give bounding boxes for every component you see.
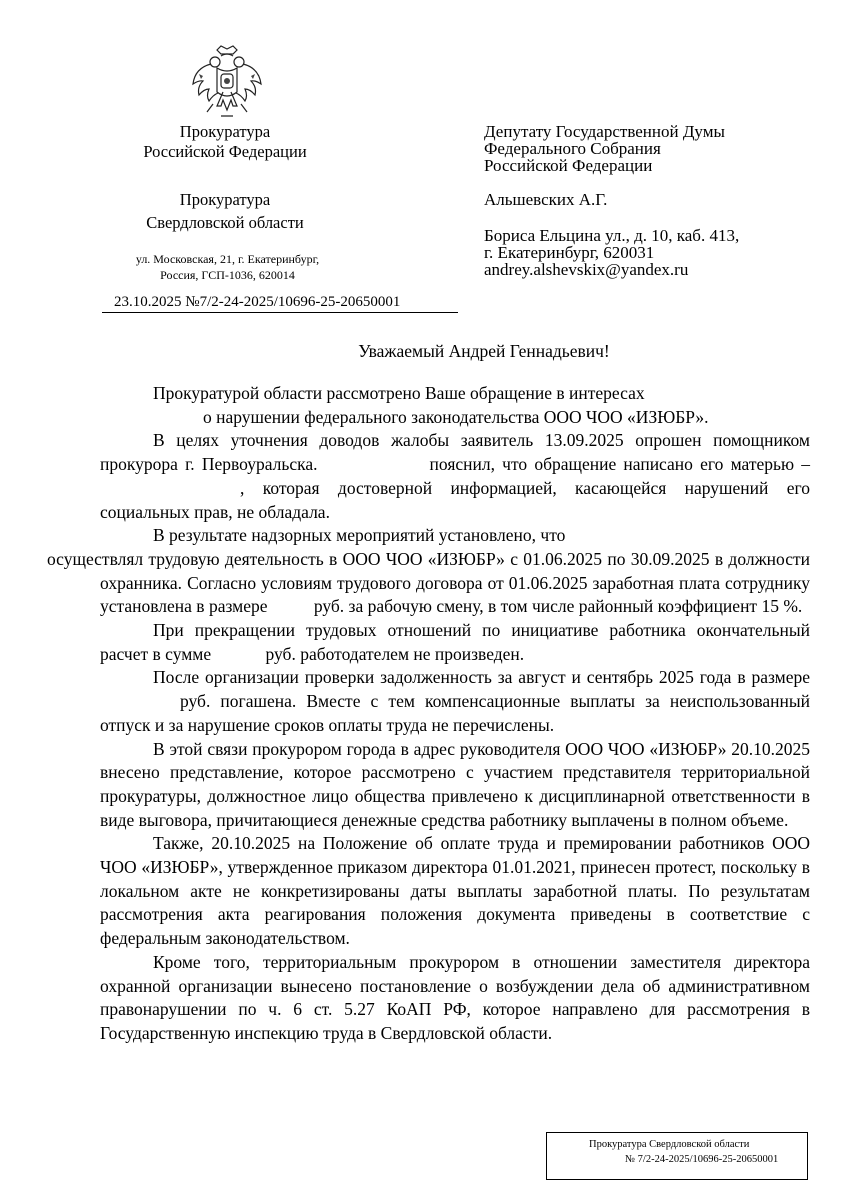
- recipient-address-line1: Бориса Ельцина ул., д. 10, каб. 413,: [484, 226, 740, 245]
- body-paragraph: В целях уточнения доводов жалобы заявитель 13.09.2025 опрошен помощником прокурора г. Первоуральска. пояснил, что обращение написано его матерью – , которая достоверной информацией, касающейся нарушений его социальных прав, не обладала.: [100, 430, 811, 522]
- recipient-name: Альшевских А.Г.: [484, 190, 608, 209]
- stamp-number-row: [547, 1152, 807, 1167]
- body-paragraph: Также, 20.10.2025 на Положение об оплате труда и премировании работников ООО ЧОО «ИЗЮБР», утвержденное приказом директора 01.01.2021, принесен протест, поскольку в локальном акте не конкретизированы даты выплаты заработной платы. По результатам рассмотрения акта реагирования положения документа приведены в соответствие с федеральным законодательством.: [100, 833, 810, 949]
- recipient-line2: Федерального Собрания: [484, 139, 661, 158]
- stamp-line1: Прокуратура Свердловской области: [589, 1139, 750, 1150]
- sender-org-line1: Прокуратура: [179, 122, 271, 141]
- body-paragraph: Прокуратурой области рассмотрено Ваше обращение в интересах о нарушении федерального законодательства ООО ЧОО «ИЗЮБР».: [153, 383, 709, 427]
- body-paragraph: Кроме того, территориальным прокурором в отношении заместителя директора охранной организации вынесено постановление о возбуждении дела об административном правонарушении по ч. 6 ст. 5.27 КоАП РФ, которое направлено для рассмотрения в Государственную инспекцию труда в Свердловской области.: [100, 951, 810, 1043]
- recipient-line1: Депутату Государственной Думы: [484, 122, 725, 141]
- body-paragraph: В результате надзорных мероприятий установлено, что осуществлял трудовую деятельность в ООО ЧОО «ИЗЮБР» с 01.06.2025 по 30.09.2025 в должности охранника. Согласно условиям трудового договора от 01.06.2025 заработная плата сотруднику установлена в размере руб. за рабочую смену, в том числе районный коэффициент 15 %.: [47, 525, 810, 617]
- sender-address: [100, 251, 355, 283]
- stamp-number-sign: №: [625, 1154, 636, 1165]
- registration-number-sign: №: [185, 294, 200, 310]
- salutation: Уважаемый Андрей Геннадьевич!: [358, 341, 610, 361]
- registration-number: 7/2-24-2025/10696-25-20650001: [199, 294, 401, 310]
- sender-suborg-line2: Свердловской области: [146, 213, 304, 232]
- registration-line: [102, 292, 458, 313]
- sender-suborg: [100, 188, 350, 234]
- body-paragraph: После организации проверки задолженность за август и сентябрь 2025 года в размере руб. погашена. Вместе с тем компенсационные выплаты за неиспользованный отпуск и за нарушение сроков оплаты труда не перечислены.: [100, 667, 810, 735]
- sender-org: [100, 122, 350, 162]
- double-headed-eagle-emblem-icon: [191, 44, 263, 124]
- recipient-email: andrey.alshevskix@yandex.ru: [484, 260, 689, 279]
- letter-body: [47, 382, 811, 1046]
- body-paragraph: При прекращении трудовых отношений по инициативе работника окончательный расчет в сумме руб. работодателем не произведен.: [100, 620, 810, 664]
- body-paragraph: В этой связи прокурором города в адрес руководителя ООО ЧОО «ИЗЮБР» 20.10.2025 внесено представление, которое рассмотрено с участием представителя территориальной прокуратуры, должностное лицо общества привлечено к дисциплинарной ответственности в виде выговора, причитающиеся денежные средства работнику выплачены в полном объеме.: [100, 738, 810, 830]
- sender-address-line2: Россия, ГСП-1036, 620014: [160, 268, 295, 282]
- recipient-line3: Российской Федерации: [484, 156, 653, 175]
- registration-stamp: [546, 1132, 808, 1180]
- stamp-number: 7/2-24-2025/10696-25-20650001: [637, 1154, 779, 1165]
- registration-date: 23.10.2025: [114, 294, 182, 310]
- recipient-address: [484, 227, 824, 278]
- sender-org-line2: Российской Федерации: [143, 142, 307, 161]
- sender-address-line1: ул. Московская, 21, г. Екатеринбург,: [135, 252, 320, 266]
- sender-suborg-line1: Прокуратура: [179, 190, 271, 209]
- recipient-block: [484, 123, 824, 174]
- recipient-address-line2: г. Екатеринбург, 620031: [484, 243, 655, 262]
